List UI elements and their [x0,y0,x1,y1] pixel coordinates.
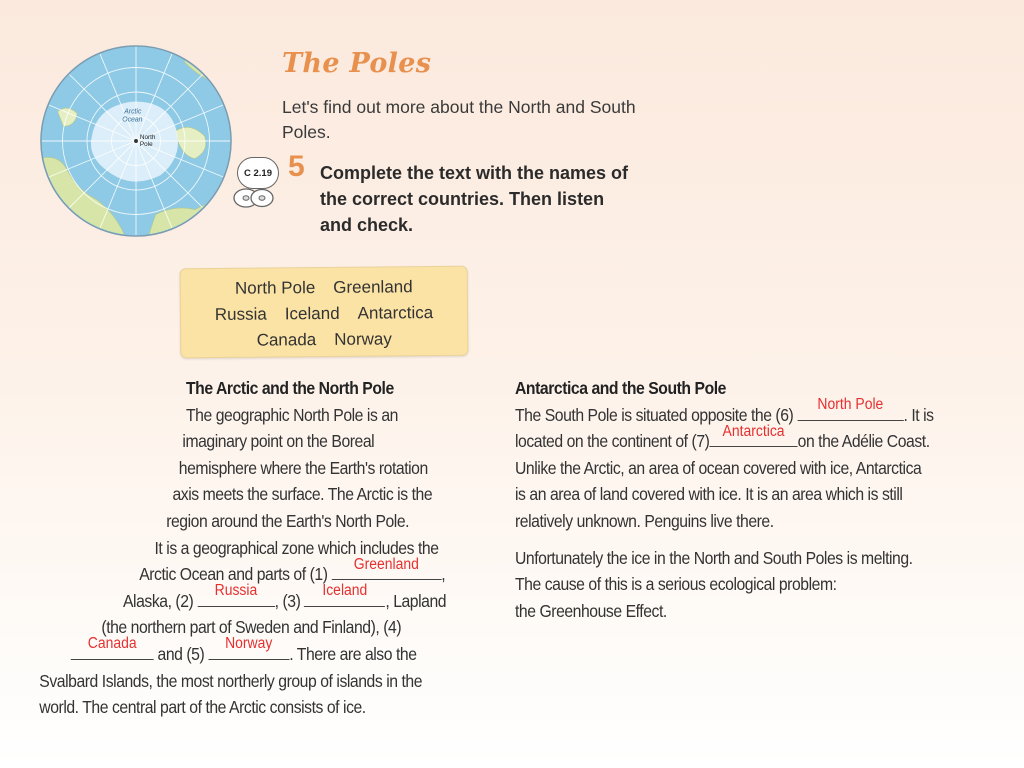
arctic-line [123,582,447,615]
arctic-line: region around the Earth's North Pole. [166,510,410,531]
antarctica-text: located on the continent of (7) [515,431,710,452]
arctic-line: It is a geographical zone which includes the [154,537,439,558]
antarctica-line: Unlike the Arctic, an area of ocean covered with ice, Antarctica [515,457,922,478]
blank-7[interactable] [709,422,797,447]
answer-2: Russia [214,582,258,600]
arctic-heading: The Arctic and the North Pole [186,378,394,398]
blank-3[interactable] [304,582,385,607]
globe-label-north: North [139,134,156,142]
answer-4: Canada [87,635,137,653]
arctic-line: axis meets the surface. The Arctic is the [172,484,433,505]
blank-4[interactable] [71,635,154,660]
word-box-item: Norway [334,329,392,349]
globe-label-arctic: Arctic [124,108,142,116]
arctic-text: , (3) [274,590,305,611]
arctic-line: (the northern part of Sweden and Finland), (4) [101,617,402,638]
page-title: The Poles [282,48,432,79]
word-box-item: Greenland [333,277,413,297]
arctic-text: . There are also the [289,643,417,664]
antarctica-text: on the Adélie Coast. [797,431,930,452]
intro-text: Let's find out more about the North and South Poles. [282,97,636,142]
arctic-line [71,635,446,668]
antarctica-line [515,422,934,455]
word-box-item: Iceland [284,303,340,324]
word-box-item: Canada [256,330,317,350]
task-instructions: Complete the text with the names of the correct countries. Then listen and check. [320,163,629,235]
arctic-line: hemisphere where the Earth's rotation [178,457,428,478]
word-box-item: North Pole [234,278,316,298]
globe-label-ocean: Ocean [122,116,143,124]
antarctica-line: The cause of this is a serious ecological problem: [515,574,837,595]
task-number: 5 [288,150,305,183]
cd-icon [230,182,276,214]
antarctica-text: . It is [903,404,934,425]
arctic-text: Alaska, (2) [123,590,198,611]
cd-track-label: C 2.19 [244,167,272,179]
arctic-text: , [441,564,446,585]
globe-label-pole: Pole [139,140,153,148]
word-box-item: Russia [214,304,267,324]
word-box-item: Antarctica [357,303,434,323]
arctic-line: Svalbard Islands, the most northerly group of islands in the [39,670,423,691]
arctic-section [39,375,447,721]
arctic-text: Arctic Ocean and parts of (1) [139,564,332,585]
arctic-line: world. The central part of the Arctic consists of ice. [39,697,366,718]
blank-5[interactable] [208,635,289,660]
word-box-row [181,274,467,302]
antarctica-line: is an area of land covered with ice. It is an area which is still [515,484,903,505]
antarctica-heading: Antarctica and the South Pole [515,378,726,398]
arctic-line: imaginary point on the Boreal [182,431,375,452]
arctic-text: , Lapland [385,590,447,611]
antarctica-text: The South Pole is situated opposite the (6) [515,404,798,425]
blank-6[interactable] [797,396,903,421]
arctic-globe-map [38,43,234,239]
arctic-line: The geographic North Pole is an [186,404,398,425]
word-box-row [181,300,467,328]
word-box [180,266,469,359]
answer-1: Greenland [353,555,419,573]
blank-2[interactable] [197,582,274,607]
word-box-row [181,326,467,354]
antarctica-line: relatively unknown. Penguins live there. [515,510,774,531]
answer-3: Iceland [322,582,368,600]
arctic-line [139,555,446,588]
answer-5: Norway [225,635,273,653]
answer-6: North Pole [817,396,884,413]
antarctica-line: the Greenhouse Effect. [515,600,667,621]
antarctica-line: Unfortunately the ice in the North and South Poles is melting. [515,547,913,568]
arctic-text: and (5) [153,643,209,664]
answer-7: Antarctica [722,422,785,440]
antarctica-section [515,375,934,624]
